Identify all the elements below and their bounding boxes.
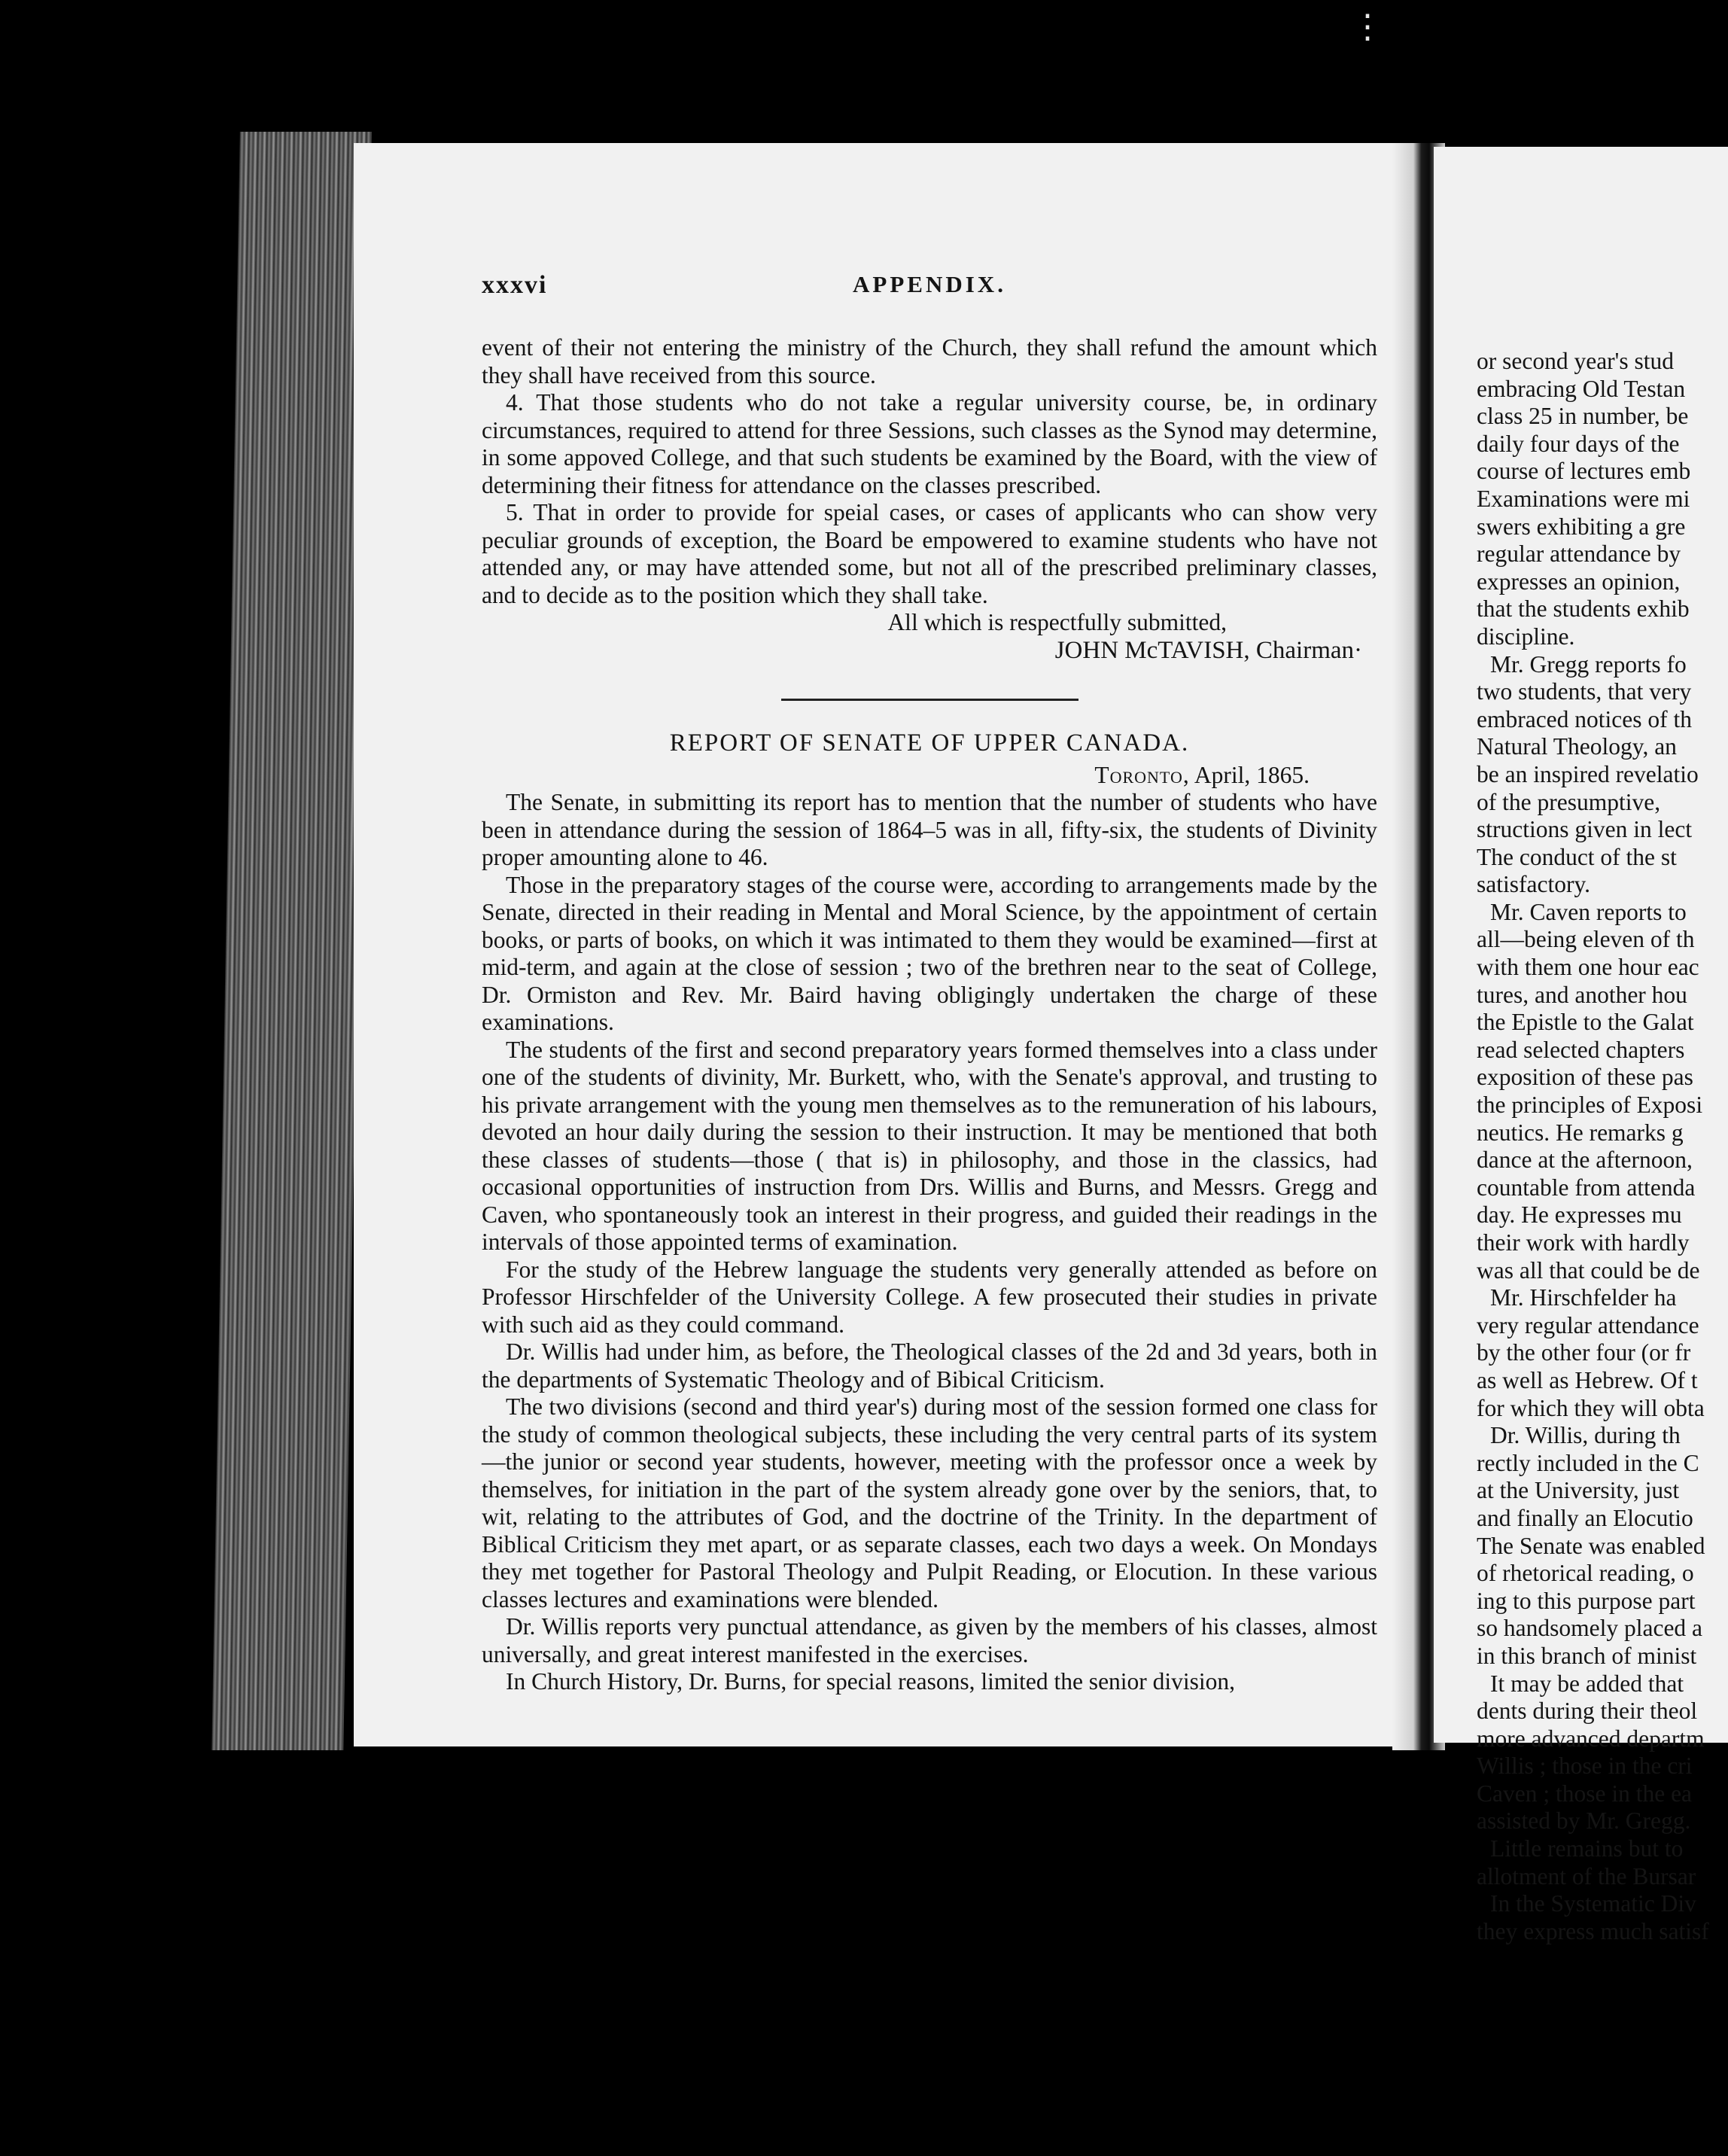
- right-page-line: daily four days of the: [1477, 430, 1680, 457]
- page-number: xxxvi: [482, 271, 548, 299]
- right-page-line: exposition of these pas: [1477, 1064, 1693, 1091]
- book-spine-edge: [211, 132, 372, 1750]
- right-page-line: Mr. Caven reports to: [1490, 898, 1687, 925]
- right-page-line: course of lectures emb: [1477, 458, 1691, 485]
- report-paragraph: Those in the preparatory stages of the course were, according to arrangements made by the Senate, directed in their reading in Mental and Moral Science, by the appointment of certain books, or parts of books, on which it was intimated to them they would be examined—first at mid-term, and again at the close of session ; two of the brethren near to the seat of College, Dr. Ormiston and Rev. Mr. Baird having obligingly undertaken the charge of these examinations.: [482, 871, 1377, 1035]
- right-page-line: the Epistle to the Galat: [1477, 1009, 1694, 1036]
- right-page-line: In the Systematic Div: [1490, 1890, 1696, 1917]
- right-page-line: their work with hardly: [1477, 1229, 1690, 1256]
- right-page-line: Little remains but to: [1490, 1835, 1684, 1862]
- right-page-line: Examinations were mi: [1477, 485, 1690, 512]
- right-page-line: dents during their theol: [1477, 1698, 1698, 1725]
- report-paragraph: In Church History, Dr. Burns, for special reasons, limited the senior division,: [506, 1668, 1236, 1695]
- right-page-line: that the students exhib: [1477, 595, 1690, 623]
- report-paragraph: Dr. Willis reports very punctual attendance, as given by the members of his classes, almost universally, and great interest manifested in the exercises.: [482, 1613, 1377, 1667]
- right-page-line: very regular attendance: [1477, 1311, 1699, 1338]
- right-page-line: two students, that very: [1477, 678, 1692, 705]
- report-paragraph: For the study of the Hebrew language the students very generally attended as before on Professor Hirschfelder of the University College. A few prosecuted their studies in private with such aid as they could command.: [482, 1256, 1377, 1338]
- signature: JOHN McTAVISH, Chairman·: [1054, 636, 1362, 664]
- right-page-line: read selected chapters: [1477, 1036, 1685, 1063]
- right-page-line: of the presumptive,: [1477, 788, 1661, 815]
- right-page-line: regular attendance by: [1477, 541, 1681, 568]
- dateline-place: Toronto,: [1094, 761, 1190, 788]
- right-page-line: structions given in lect: [1477, 816, 1693, 843]
- right-page-line: assisted by Mr. Gregg.: [1477, 1807, 1691, 1835]
- right-page-line: neutics. He remarks g: [1477, 1119, 1684, 1146]
- scan-corner-mark: ⋮: [1351, 8, 1384, 45]
- right-page-line: satisfactory.: [1477, 871, 1591, 898]
- right-page-line: swers exhibiting a gre: [1477, 513, 1686, 540]
- right-page-line: class 25 in number, be: [1477, 403, 1689, 430]
- right-page-line: at the University, just: [1477, 1477, 1680, 1504]
- report-paragraph: Dr. Willis had under him, as before, the Theological classes of the 2d and 3d years, both in the departments of Systematic Theology and of Bibical Criticism.: [482, 1338, 1377, 1393]
- right-page-line: The conduct of the st: [1477, 843, 1677, 870]
- right-page-line: embracing Old Testan: [1477, 375, 1686, 402]
- right-page-line: It may be added that: [1490, 1670, 1684, 1697]
- right-page-line: discipline.: [1477, 623, 1575, 650]
- running-head: APPENDIX.: [853, 271, 1006, 297]
- right-page-line: all—being eleven of th: [1477, 926, 1695, 953]
- right-page-line: as well as Hebrew. Of t: [1477, 1366, 1698, 1393]
- right-page-line: they express much satisf: [1477, 1917, 1709, 1944]
- continued-paragraph: event of their not entering the ministry of the Church, they shall refund the amount which they shall have received from this source.: [482, 334, 1377, 388]
- left-page-text: [482, 334, 1377, 1696]
- closing-line: All which is respectfully submitted,: [887, 609, 1227, 635]
- report-paragraph: The two divisions (second and third year's) during most of the session formed one class for the study of common theological subjects, these including the very central parts of its system—the junior or second year students, however, meeting with the professor once a week by themselves, for initiation in the part of the system already gone over by the seniors, that, to wit, relating to the attributes of God, and the doctrine of the Trinity. In the department of Biblical Criticism they met apart, or as separate classes, each two days a week. On Mondays they met together for Pastoral Theology and Pulpit Reading, or Elocution. In these various classes lectures and examinations were blended.: [482, 1393, 1377, 1612]
- right-page-line: or second year's stud: [1477, 348, 1674, 374]
- right-page-line: Mr. Gregg reports fo: [1490, 650, 1687, 678]
- right-page-line: expresses an opinion,: [1477, 568, 1681, 595]
- right-page-line: in this branch of minist: [1477, 1642, 1697, 1669]
- report-title: REPORT OF SENATE OF UPPER CANADA.: [669, 729, 1190, 757]
- numbered-item-4: 4. That those students who do not take a regular university course, be, in ordinary circumstances, required to attend for three Sessions, such classes as the Synod may determine, in some appoved College, and that such students be examined by the Board, with the view of determining their fitness for attendance on the classes prescribed.: [482, 389, 1377, 498]
- right-page-line: ing to this purpose part: [1477, 1587, 1696, 1614]
- right-page-line: tures, and another hou: [1477, 981, 1687, 1008]
- right-page-line: rectly included in the C: [1477, 1449, 1699, 1476]
- section-divider: [781, 699, 1078, 701]
- right-page-line: more advanced departm: [1477, 1725, 1705, 1752]
- right-page-line: by the other four (or fr: [1477, 1339, 1691, 1366]
- right-page-text: [1477, 348, 1728, 1945]
- right-page-line: be an inspired revelatio: [1477, 760, 1699, 787]
- right-page-line: countable from attenda: [1477, 1174, 1696, 1201]
- report-paragraph: The Senate, in submitting its report has to mention that the number of students who have been in attendance during the session of 1864–5 was in all, fifty-six, the students of Divinity proper amounting alone to 46.: [482, 789, 1377, 870]
- page-header: [482, 271, 1377, 316]
- right-page-line: of rhetorical reading, o: [1477, 1560, 1694, 1587]
- right-page-line: for which they will obta: [1477, 1394, 1705, 1421]
- right-page-line: was all that could be de: [1477, 1256, 1700, 1284]
- dateline: [482, 762, 1377, 790]
- right-page-line: so handsomely placed a: [1477, 1615, 1703, 1642]
- right-page-line: and finally an Elocutio: [1477, 1504, 1693, 1531]
- right-page-line: the principles of Exposi: [1477, 1092, 1703, 1119]
- right-page-line: The Senate was enabled: [1477, 1532, 1705, 1559]
- right-page-line: with them one hour eac: [1477, 954, 1699, 981]
- right-page-line: dance at the afternoon,: [1477, 1147, 1693, 1174]
- right-page-line: Willis ; those in the cri: [1477, 1753, 1693, 1780]
- numbered-item-5: 5. That in order to provide for speial cases, or cases of applicants who can show very peculiar grounds of exception, the Board be empowered to examine students who have not attended any, or may have attended some, but not all of the prescribed preliminary classes, and to decide as to the position which they shall take.: [482, 499, 1377, 608]
- right-page-line: Natural Theology, an: [1477, 733, 1677, 760]
- right-page-line: day. He expresses mu: [1477, 1201, 1682, 1229]
- right-page-line: allotment of the Bursar: [1477, 1862, 1696, 1890]
- right-page-line: Caven ; those in the ea: [1477, 1780, 1693, 1807]
- dateline-date: April, 1865.: [1194, 761, 1310, 788]
- report-paragraph: The students of the first and second preparatory years formed themselves into a class under one of the students of divinity, Mr. Burkett, who, with the Senate's approval, and trusting to his private arrangement with the young men themselves as to the remuneration of his labours, devoted an hour daily during the session to their instruction. It may be mentioned that both these classes of students—those ( that is) in philosophy, and those in the classics, had occasional opportunities of instruction from Drs. Willis and Burns, and Messrs. Gregg and Caven, who spontaneously took an interest in their progress, and guided their readings in the intervals of those appointed terms of examination.: [482, 1036, 1377, 1255]
- right-page-line: Mr. Hirschfelder ha: [1490, 1284, 1677, 1311]
- right-page-line: embraced notices of th: [1477, 705, 1693, 732]
- right-page-line: Dr. Willis, during th: [1490, 1422, 1681, 1449]
